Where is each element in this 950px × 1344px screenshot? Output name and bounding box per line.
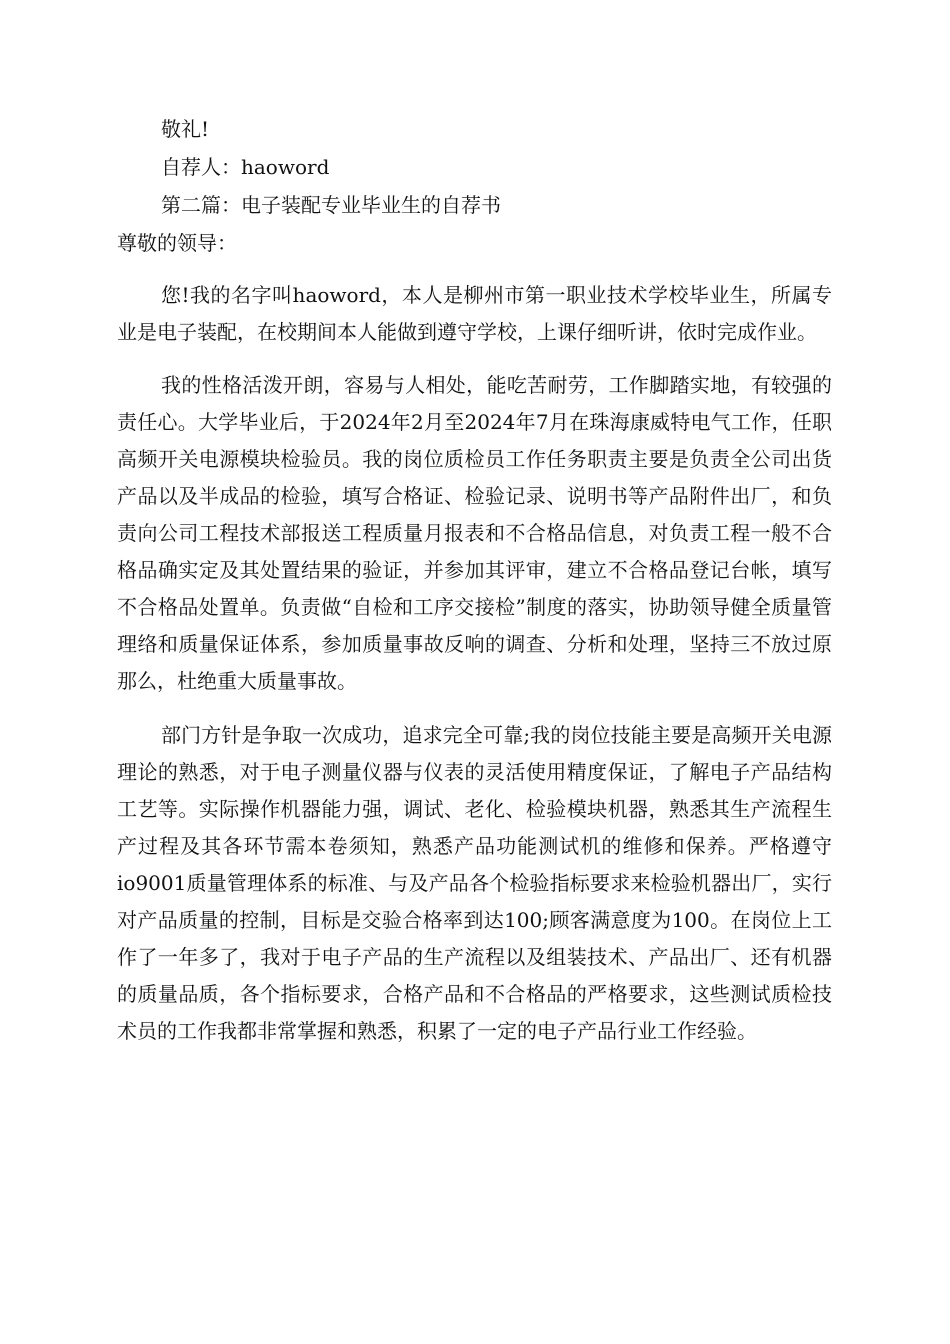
section-title: 第二篇：电子装配专业毕业生的自荐书: [161, 193, 501, 217]
document-page: [117, 110, 832, 1050]
paragraph-experience: 我的性格活泼开朗，容易与人相处，能吃苦耐劳，工作脚踏实地，有较强的责任心。大学毕业后，于2024年2月至2024年7月在珠海康威特电气工作，任职高频开关电源模块检验员。我的岗位质检员工作任务职责主要是负责全公司出货产品以及半成品的检验，填写合格证、检验记录、说明书等产品附件出厂，和负责向公司工程技术部报送工程质量月报表和不合格品信息，对负责工程一般不合格品确实定及其处置结果的验证，并参加其评审，建立不合格品登记台帐，填写不合格品处置单。负责做“自检和工序交接检”制度的落实，协助领导健全质量管理络和质量保证体系，参加质量事故反响的调查、分析和处理，坚持三不放过原那么，杜绝重大质量事故。: [117, 373, 832, 693]
salutation: 尊敬的领导：: [117, 231, 237, 255]
closing-line: 敬礼!: [161, 117, 210, 141]
signature-line: 自荐人：haoword: [161, 155, 330, 179]
paragraph-skills: 部门方针是争取一次成功，追求完全可靠;我的岗位技能主要是高频开关电源理论的熟悉，对于电子测量仪器与仪表的灵活使用精度保证，了解电子产品结构工艺等。实际操作机器能力强，调试、老化、检验模块机器，熟悉其生产流程生产过程及其各环节需本卷须知，熟悉产品功能测试机的维修和保养。严格遵守io9001质量管理体系的标准、与及产品各个检验指标要求来检验机器出厂，实行对产品质量的控制，目标是交验合格率到达100;顾客满意度为100。在岗位上工作了一年多了，我对于电子产品的生产流程以及组装技术、产品出厂、还有机器的质量品质，各个指标要求，合格产品和不合格品的严格要求，这些测试质检技术员的工作我都非常掌握和熟悉，积累了一定的电子产品行业工作经验。: [117, 723, 832, 1043]
paragraph-intro: 您!我的名字叫haoword，本人是柳州市第一职业技术学校毕业生，所属专业是电子装配，在校期间本人能做到遵守学校，上课仔细听讲，依时完成作业。: [117, 283, 832, 344]
